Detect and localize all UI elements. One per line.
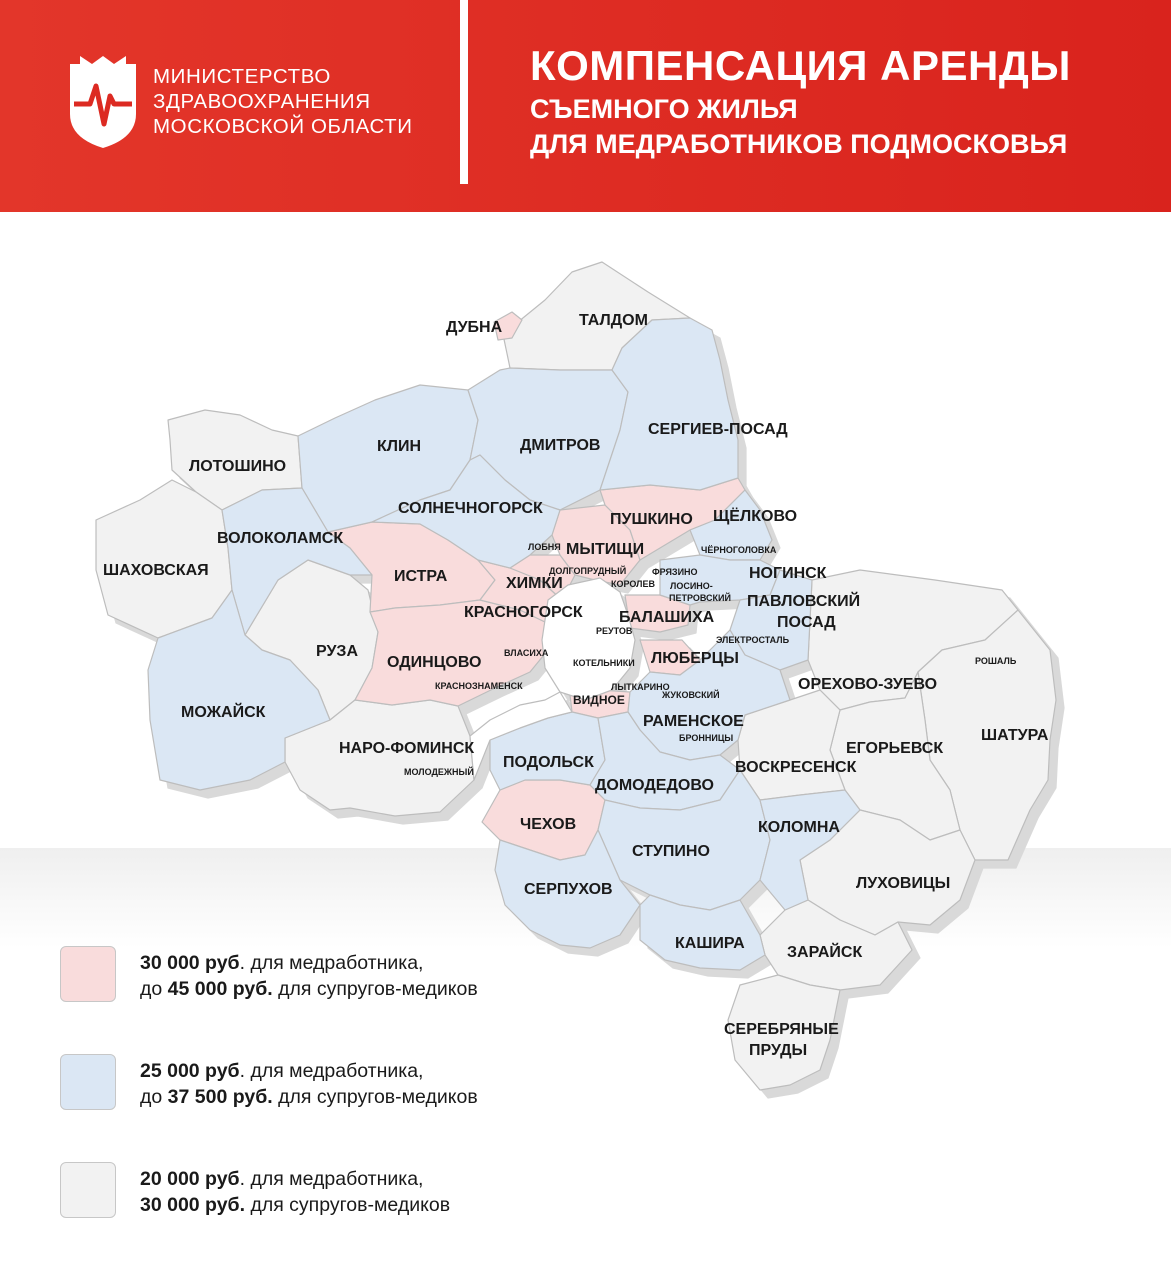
legend-swatch-pink — [60, 946, 116, 1002]
label-lukhovitsy: ЛУХОВИЦЫ — [856, 875, 951, 892]
ministry-line-1: МИНИСТЕРСТВО — [153, 65, 331, 88]
label-kolomna: КОЛОМНА — [758, 819, 840, 836]
label-lyubertsy: ЛЮБЕРЦЫ — [651, 650, 739, 667]
label-shakhovskaya: ШАХОВСКАЯ — [103, 562, 209, 579]
label-shatura: ШАТУРА — [981, 727, 1049, 744]
label-ruza: РУЗА — [316, 643, 358, 660]
label-roshal: РОШАЛЬ — [975, 656, 1017, 666]
legend-prefix2-2: до — [140, 1086, 168, 1108]
label-lotoshino: ЛОТОШИНО — [189, 458, 287, 475]
legend-prefix2-1: до — [140, 978, 168, 1000]
label-kotelniki: КОТЕЛЬНИКИ — [573, 658, 635, 668]
label-fryazino: ФРЯЗИНО — [652, 567, 698, 577]
label-bronnitsy: БРОННИЦЫ — [679, 733, 734, 743]
label-domodedovo: ДОМОДЕДОВО — [595, 777, 714, 794]
legend-text1-3: . для медработника, — [239, 1168, 424, 1190]
label-odintsovo: ОДИНЦОВО — [387, 654, 482, 671]
legend-amount-2: 25 000 руб — [140, 1060, 240, 1082]
label-mytishchi: МЫТИЩИ — [566, 541, 645, 558]
label-voskresensk: ВОСКРЕСЕНСК — [735, 759, 857, 776]
legend-text-tier-3 — [140, 1166, 450, 1218]
label-zaraysk: ЗАРАЙСК — [787, 944, 863, 961]
legend-item-tier-2 — [60, 1054, 620, 1118]
district-shakhovskaya — [96, 480, 232, 638]
label-stupino: СТУПИНО — [632, 843, 710, 860]
label-shchelkovo: ЩЁЛКОВО — [713, 508, 798, 525]
label-egoryevsk: ЕГОРЬЕВСК — [846, 740, 944, 757]
label-naro-fominsk: НАРО-ФОМИНСК — [339, 740, 475, 757]
legend-amount2-3: 30 000 руб. — [140, 1194, 246, 1216]
legend-text2-1: для супругов-медиков — [272, 978, 478, 1000]
label-krasnogorsk: КРАСНОГОРСК — [464, 604, 583, 621]
label-pavlovsky-posad-2: ПОСАД — [777, 614, 836, 631]
label-reutov: РЕУТОВ — [596, 626, 633, 636]
label-elektrostal: ЭЛЕКТРОСТАЛЬ — [716, 635, 790, 645]
ministry-line-2: ЗДРАВООХРАНЕНИЯ — [153, 90, 371, 113]
label-khimki: ХИМКИ — [506, 575, 563, 592]
page-title: КОМПЕНСАЦИЯ АРЕНДЫ — [530, 42, 1071, 89]
legend-text2-3: для супругов-медиков — [245, 1194, 451, 1216]
ministry-line-3: МОСКОВСКОЙ ОБЛАСТИ — [153, 115, 413, 138]
label-chernogolovka: ЧЁРНОГОЛОВКА — [701, 545, 777, 555]
label-solnechnogorsk: СОЛНЕЧНОГОРСК — [398, 500, 543, 517]
label-mozhaysk: МОЖАЙСК — [181, 704, 266, 721]
label-losino-2: ПЕТРОВСКИЙ — [669, 593, 731, 603]
label-chekhov: ЧЕХОВ — [520, 816, 577, 833]
label-serebryanye-prudy-1: СЕРЕБРЯНЫЕ — [724, 1021, 839, 1038]
label-losino-1: ЛОСИНО- — [670, 581, 713, 591]
label-lytkarino: ЛЫТКАРИНО — [611, 682, 670, 692]
label-kashira: КАШИРА — [675, 935, 745, 952]
label-dmitrov: ДМИТРОВ — [520, 437, 601, 454]
label-podolsk: ПОДОЛЬСК — [503, 754, 594, 771]
label-serpukhov: СЕРПУХОВ — [524, 881, 613, 898]
legend-amount-3: 20 000 руб — [140, 1168, 240, 1190]
label-pavlovsky-posad-1: ПАВЛОВСКИЙ — [747, 593, 861, 610]
label-vidnoe: ВИДНОЕ — [573, 693, 625, 707]
label-serebryanye-prudy-2: ПРУДЫ — [749, 1042, 808, 1059]
page-subtitle-1: СЪЕМНОГО ЖИЛЬЯ — [530, 94, 798, 124]
label-lobnya: ЛОБНЯ — [528, 542, 561, 552]
label-dubna: ДУБНА — [446, 319, 503, 336]
label-korolev: КОРОЛЕВ — [611, 579, 655, 589]
label-klin: КЛИН — [377, 438, 422, 455]
page-subtitle-2: ДЛЯ МЕДРАБОТНИКОВ ПОДМОСКОВЬЯ — [530, 129, 1068, 159]
label-balashikha: БАЛАШИХА — [619, 609, 715, 626]
label-orekhovo-zuevo: ОРЕХОВО-ЗУЕВО — [798, 676, 938, 693]
label-sergiev-posad: СЕРГИЕВ-ПОСАД — [648, 421, 788, 438]
legend-item-tier-3 — [60, 1162, 620, 1226]
label-krasnoznamensk: КРАСНОЗНАМЕНСК — [435, 681, 523, 691]
label-zhukovsky: ЖУКОВСКИЙ — [662, 690, 720, 700]
legend-amount2-2: 37 500 руб. — [167, 1086, 273, 1108]
label-pushkino: ПУШКИНО — [610, 511, 693, 528]
label-vlasikha: ВЛАСИХА — [504, 648, 549, 658]
label-noginsk: НОГИНСК — [749, 565, 827, 582]
legend-amount2-1: 45 000 руб. — [167, 978, 273, 1000]
legend-swatch-blue — [60, 1054, 116, 1110]
legend-text1-1: . для медработника, — [239, 952, 424, 974]
legend-text1-2: . для медработника, — [239, 1060, 424, 1082]
legend-swatch-white — [60, 1162, 116, 1218]
label-istra: ИСТРА — [394, 568, 448, 585]
label-volokolamsk: ВОЛОКОЛАМСК — [217, 530, 344, 547]
legend-item-tier-1 — [60, 946, 620, 1010]
label-ramenskoye: РАМЕНСКОЕ — [643, 713, 744, 730]
label-dolgoprudny: ДОЛГОПРУДНЫЙ — [549, 566, 627, 576]
legend-text-tier-1 — [140, 950, 478, 1002]
label-molodezhny: МОЛОДЕЖНЫЙ — [404, 767, 474, 777]
legend-text2-2: для супругов-медиков — [272, 1086, 478, 1108]
legend-text-tier-2 — [140, 1058, 478, 1110]
legend-amount-1: 30 000 руб — [140, 952, 240, 974]
label-taldom: ТАЛДОМ — [579, 312, 648, 329]
